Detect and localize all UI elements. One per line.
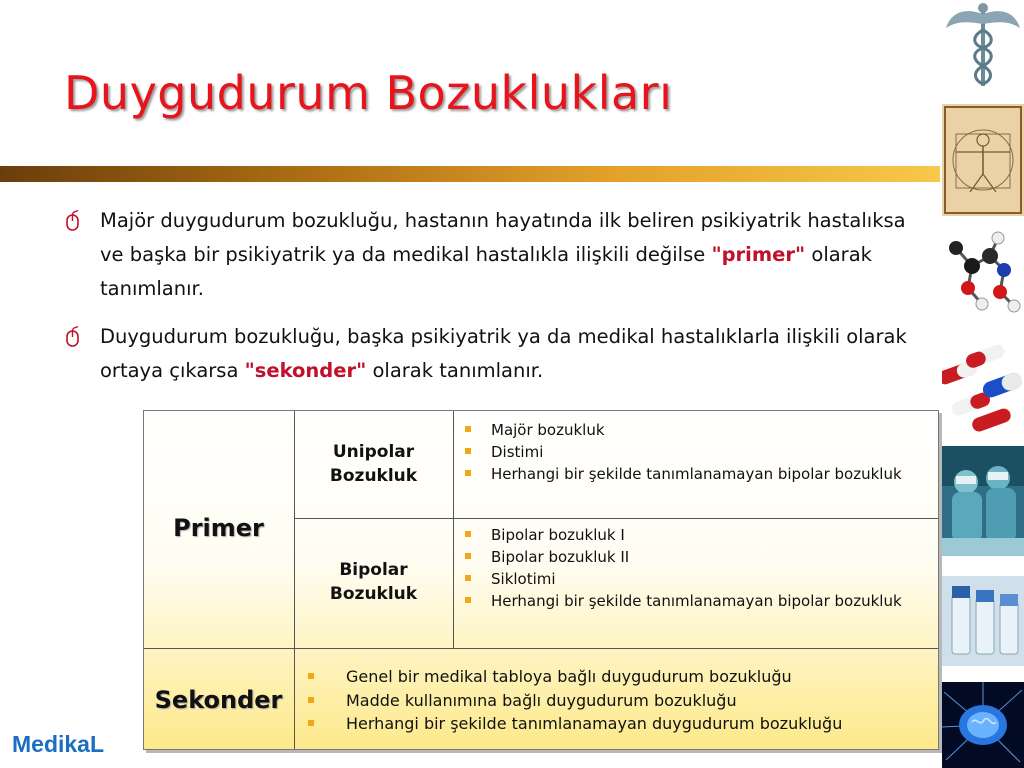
image-sidebar [942, 0, 1024, 768]
bullet-item [62, 320, 922, 388]
list-item: Majör bozukluk [453, 419, 923, 441]
brain-image [942, 682, 1024, 768]
title-divider [0, 166, 940, 182]
classification-table [143, 410, 939, 750]
list-item: Herhangi bir şekilde tanımlanamayan duygudurum bozukluğu [294, 712, 934, 736]
bullet-text: Majör duygudurum bozukluğu, hastanın hayatında ilk beliren psikiyatrik hastalıksa ve başka bir psikiyatrik ya da medikal hastalıkla ilişkili değilse [100, 209, 906, 266]
mouse-bullet-icon [62, 326, 84, 348]
bullet-item [62, 204, 922, 306]
bullet-highlight: "sekonder" [244, 359, 367, 382]
list-item: Bipolar bozukluk II [453, 546, 923, 568]
unipolar-label: Unipolar Bozukluk [329, 442, 418, 486]
bullet-highlight: "primer" [711, 243, 806, 266]
slide-title: Duygudurum Bozuklukları [64, 66, 673, 120]
caduceus-icon [942, 0, 1024, 92]
list-item: Distimi [453, 441, 923, 463]
bullet-text: Duygudurum bozukluğu, başka psikiyatrik ya da medikal hastalıklarla ilişkili olarak ortaya çıkarsa [100, 325, 907, 382]
vials-image [942, 576, 1024, 666]
sekonder-list [294, 665, 934, 736]
unipolar-list [453, 419, 923, 485]
list-item: Bipolar bozukluk I [453, 524, 923, 546]
bullet-text: olarak tanımlanır. [366, 359, 544, 382]
bipolar-list [453, 524, 923, 612]
list-item: Madde kullanımına bağlı duygudurum bozukluğu [294, 689, 934, 713]
bipolar-label: Bipolar Bozukluk [329, 560, 418, 604]
sekonder-label: Sekonder [154, 686, 283, 714]
bullet-text: olarak tanımlanır. [100, 243, 872, 300]
pills-image [942, 340, 1024, 436]
list-item: Herhangi bir şekilde tanımlanamayan bipolar bozukluk [453, 590, 923, 612]
list-item: Siklotimi [453, 568, 923, 590]
surgery-image [942, 446, 1024, 556]
mouse-bullet-icon [62, 210, 84, 232]
vitruvian-man-image [942, 104, 1024, 216]
list-item: Herhangi bir şekilde tanımlanamayan bipolar bozukluk [453, 463, 923, 485]
brand-logo: MedikaL [12, 731, 105, 757]
primer-label: Primer [173, 514, 264, 542]
molecule-image [942, 226, 1024, 326]
list-item: Genel bir medikal tabloya bağlı duygudurum bozukluğu [294, 665, 934, 689]
bullet-list [62, 204, 922, 402]
